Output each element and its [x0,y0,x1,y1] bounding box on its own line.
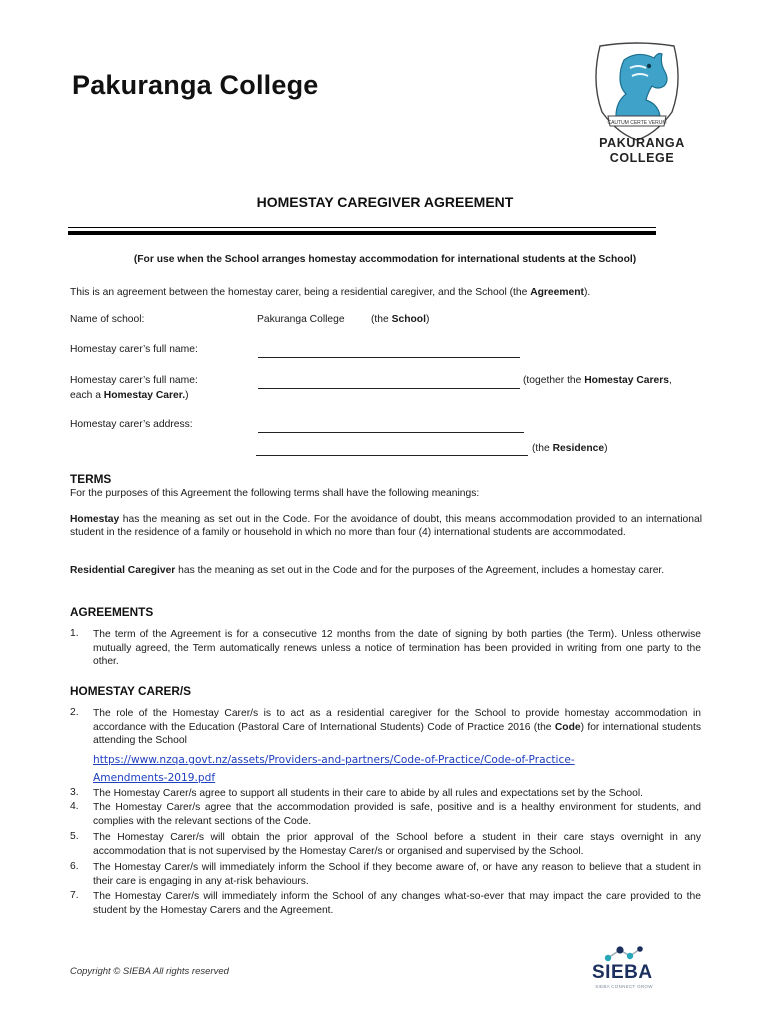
carer-item-text: The Homestay Carer/s will obtain the prior approval of the School before a student in their care stays overnight in any accommodation that is not supervised by the Homestay Carer/s or organised and supervised by the School. [93,832,701,857]
carer1-name-field[interactable] [258,345,520,363]
residence-term [532,443,608,454]
terms-intro: For the purposes of this Agreement the following terms shall have the following meanings: [70,488,480,499]
link-line2[interactable]: Amendments-2019.pdf [93,772,216,784]
carer-item-text: The Homestay Carer/s will immediately inform the School if they become aware of, or have any reason to believe that a student in their care is engaging in any at-risk behaviours. [93,862,701,887]
intro-term: Agreement [530,287,584,298]
intro-end: ). [584,287,591,298]
carer-item-number: 3. [70,787,79,798]
carer-item-text: The Homestay Carer/s agree that the accommodation provided is safe, positive and is a healthy environment for students, and complies with the relevant sections of the Code. [93,802,701,827]
homestay-carers-heading: HOMESTAY CARER/S [70,684,192,698]
carer-note-close: ) [185,390,189,401]
carer-item-number: 6. [70,861,79,872]
residence-note-term: Residence [552,443,605,454]
carer-note-open: each a [70,390,104,401]
carer-item-text: The Homestay Carer/s will immediately inform the School of any changes what-so-ever that may impact the care provided to the student by the Homestay Carers and the Agreement. [93,891,701,916]
title-divider-thin [68,227,656,228]
carers-note-close: , [668,375,672,386]
carer-address-label: Homestay carer’s address: [70,419,193,430]
crest-name-line2: COLLEGE [609,151,675,165]
copyright-notice: Copyright © SIEBA All rights reserved [70,966,229,977]
agreement-item-number: 1. [70,628,79,639]
carer-item-number: 5. [70,831,79,842]
terms-heading: TERMS [70,472,112,486]
intro-text: This is an agreement between the homestay carer, being a residential caregiver, and the School (the [70,287,531,298]
residence-note-open: (the [532,443,553,454]
crest-name-line1: PAKURANGA [599,136,685,150]
carers-note-term: Homestay Carers [584,375,669,386]
carer-singular-term [70,390,189,401]
school-name-label: Name of school: [70,314,145,325]
residential-caregiver-term: Residential Caregiver [70,565,176,576]
document-subtitle: (For use when the School arranges homestay accommodation for international students at the School) [133,254,637,265]
carer-item-text [93,707,701,748]
agreements-heading: AGREEMENTS [70,605,154,619]
document-title: HOMESTAY CAREGIVER AGREEMENT [256,194,514,210]
sieba-logo-wordmark: SIEBA [592,962,653,983]
homestay-carers-term [523,375,672,386]
carer-item-number: 2. [70,707,79,718]
crest-motto: CAUTUM CERTE VERUM [607,120,667,126]
school-defined-term [371,314,429,325]
carer-item-text: The Homestay Carer/s agree to support all students in their care to abide by all rules and expectations set by the School. [93,788,644,799]
title-divider-thick [68,231,656,235]
code-of-practice-link[interactable] [93,751,575,787]
crest-college-name [590,136,694,166]
sieba-network-icon [600,944,646,964]
address-line2-field[interactable] [256,443,528,461]
carer2-name-label: Homestay carer’s full name: [70,375,198,386]
homestay-definition [70,513,702,539]
carer-item-2-text: The role of the Homestay Carer/s is to act as a residential caregiver for the School to provide homestay accommodation in accordance with the Education (Pastoral Care of International Students) Code of Practice 2016 (the [93,708,701,733]
college-crest-logo [586,42,688,142]
school-name-value: Pakuranga College [257,314,345,325]
school-note-open: (the [371,314,392,325]
carer1-name-label: Homestay carer’s full name: [70,344,198,355]
link-line1[interactable]: https://www.nzqa.govt.nz/assets/Providers-and-partners/Code-of-Practice/Code-of-Practice- [93,754,575,766]
address-line1-field[interactable] [258,420,524,438]
school-note-close: ) [425,314,430,325]
sieba-logo-tagline: SIEBA CONNECT GROW [595,984,653,989]
agreement-item-text: The term of the Agreement is for a consecutive 12 months from the date of signing by both parties (the Term). Unless otherwise mutually agreed, the Term automatically renews unless a notice of termination has been provided in writing from one party to the other. [93,629,701,667]
carers-note-open: (together the [523,375,585,386]
carer-item-number: 4. [70,801,79,812]
residential-caregiver-definition-text: has the meaning as set out in the Code and for the purposes of the Agreement, includes a homestay carer. [175,565,665,576]
carer-item-number: 7. [70,890,79,901]
residential-caregiver-definition [70,564,702,577]
carer-note-term: Homestay Carer. [103,390,186,401]
school-note-term: School [391,314,426,325]
carer2-name-field[interactable] [258,376,520,394]
code-term: Code [554,721,581,733]
residence-note-close: ) [604,443,608,454]
intro-paragraph [70,286,590,299]
college-title: Pakuranga College [72,70,319,100]
homestay-definition-text: has the meaning as set out in the Code. For the avoidance of doubt, this means accommodation provided to an international student in the residence of a family or household in which no more than four (4) international students are accommodated. [70,514,702,538]
carer-item-2-end: ) for international students attending the School [93,721,701,746]
homestay-term: Homestay [70,514,120,525]
